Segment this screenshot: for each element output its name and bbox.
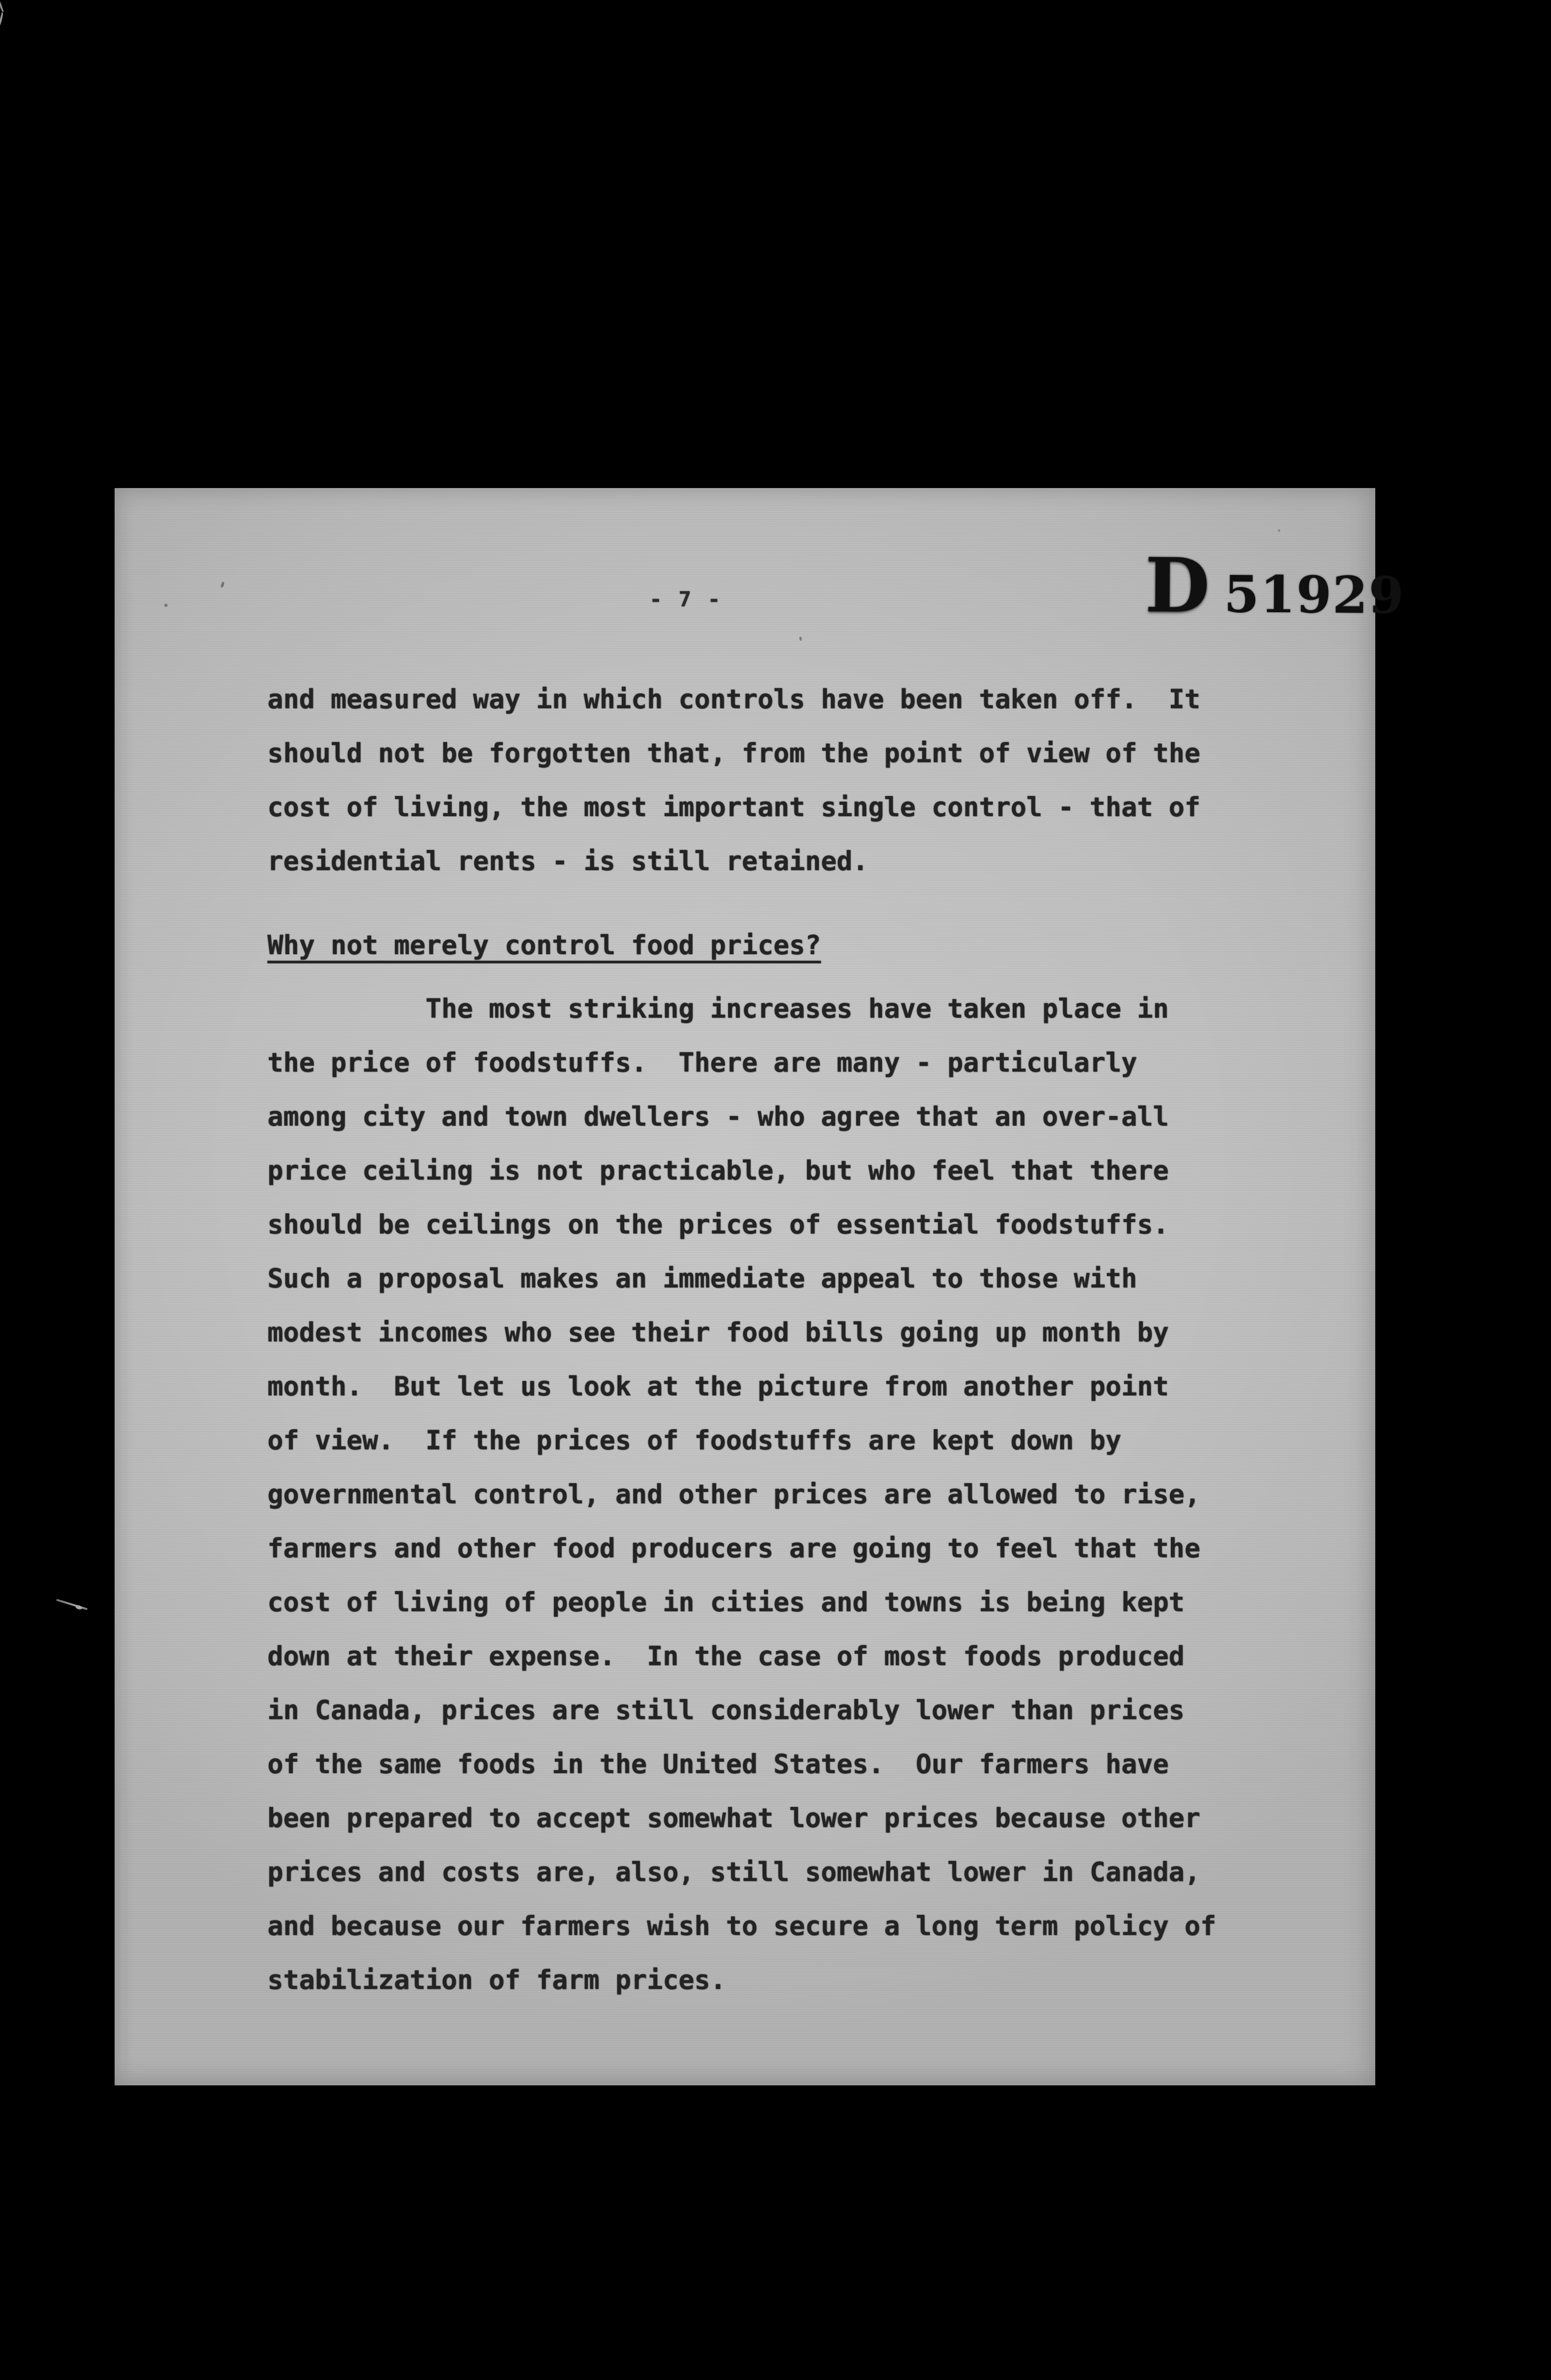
paragraph-2 xyxy=(267,982,1216,2007)
text-line: in Canada, prices are still considerably lower than prices xyxy=(267,1695,1185,1725)
text-line: month. But let us look at the picture from another point xyxy=(267,1371,1169,1402)
text-line: farmers and other food producers are going to feel that the xyxy=(267,1533,1200,1563)
text-line: been prepared to accept somewhat lower prices because other xyxy=(267,1803,1200,1833)
text-line: among city and town dwellers - who agree that an over-all xyxy=(267,1101,1169,1132)
scratch-mark xyxy=(0,12,4,27)
text-line: prices and costs are, also, still somewhat lower in Canada, xyxy=(267,1857,1200,1887)
text-line: price ceiling is not practicable, but who feel that there xyxy=(267,1155,1169,1186)
scratch-mark xyxy=(56,1599,87,1610)
paper-speck xyxy=(1278,529,1280,532)
text-line: Such a proposal makes an immediate appeal to those with xyxy=(267,1263,1137,1294)
text-line: modest incomes who see their food bills going up month by xyxy=(267,1317,1169,1348)
scratch-mark xyxy=(75,1604,83,1610)
text-line: governmental control, and other prices are allowed to rise, xyxy=(267,1479,1200,1509)
section-heading: Why not merely control food prices? xyxy=(267,930,821,960)
text-line: and because our farmers wish to secure a long term policy of xyxy=(267,1911,1216,1941)
text-line: of view. If the prices of foodstuffs are kept down by xyxy=(267,1425,1122,1456)
text-line: residential rents - is still retained. xyxy=(267,846,869,876)
text-line: stabilization of farm prices. xyxy=(267,1965,726,1995)
text-line: The most striking increases have taken place in xyxy=(267,993,1169,1024)
stamp-letter: D xyxy=(1145,542,1210,630)
text-line: down at their expense. In the case of most foods produced xyxy=(267,1641,1185,1671)
document-body xyxy=(115,488,1375,2085)
text-line: and measured way in which controls have been taken off. It xyxy=(267,684,1200,714)
text-line: of the same foods in the United States. Our farmers have xyxy=(267,1749,1169,1779)
stamp-number: 51929 xyxy=(1223,564,1405,625)
paper-speck xyxy=(164,604,168,607)
paragraph-1 xyxy=(267,672,1200,888)
text-line: the price of foodstuffs. There are many - particularly xyxy=(267,1047,1137,1078)
page-number: - 7 - xyxy=(649,587,722,612)
text-line: cost of living, the most important single control - that of xyxy=(267,792,1200,822)
text-line: cost of living of people in cities and towns is being kept xyxy=(267,1587,1185,1617)
document-page xyxy=(115,488,1405,2085)
text-line: should be ceilings on the prices of essential foodstuffs. xyxy=(267,1209,1169,1240)
scratch-mark xyxy=(0,0,4,12)
text-line: should not be forgotten that, from the point of view of the xyxy=(267,738,1200,768)
